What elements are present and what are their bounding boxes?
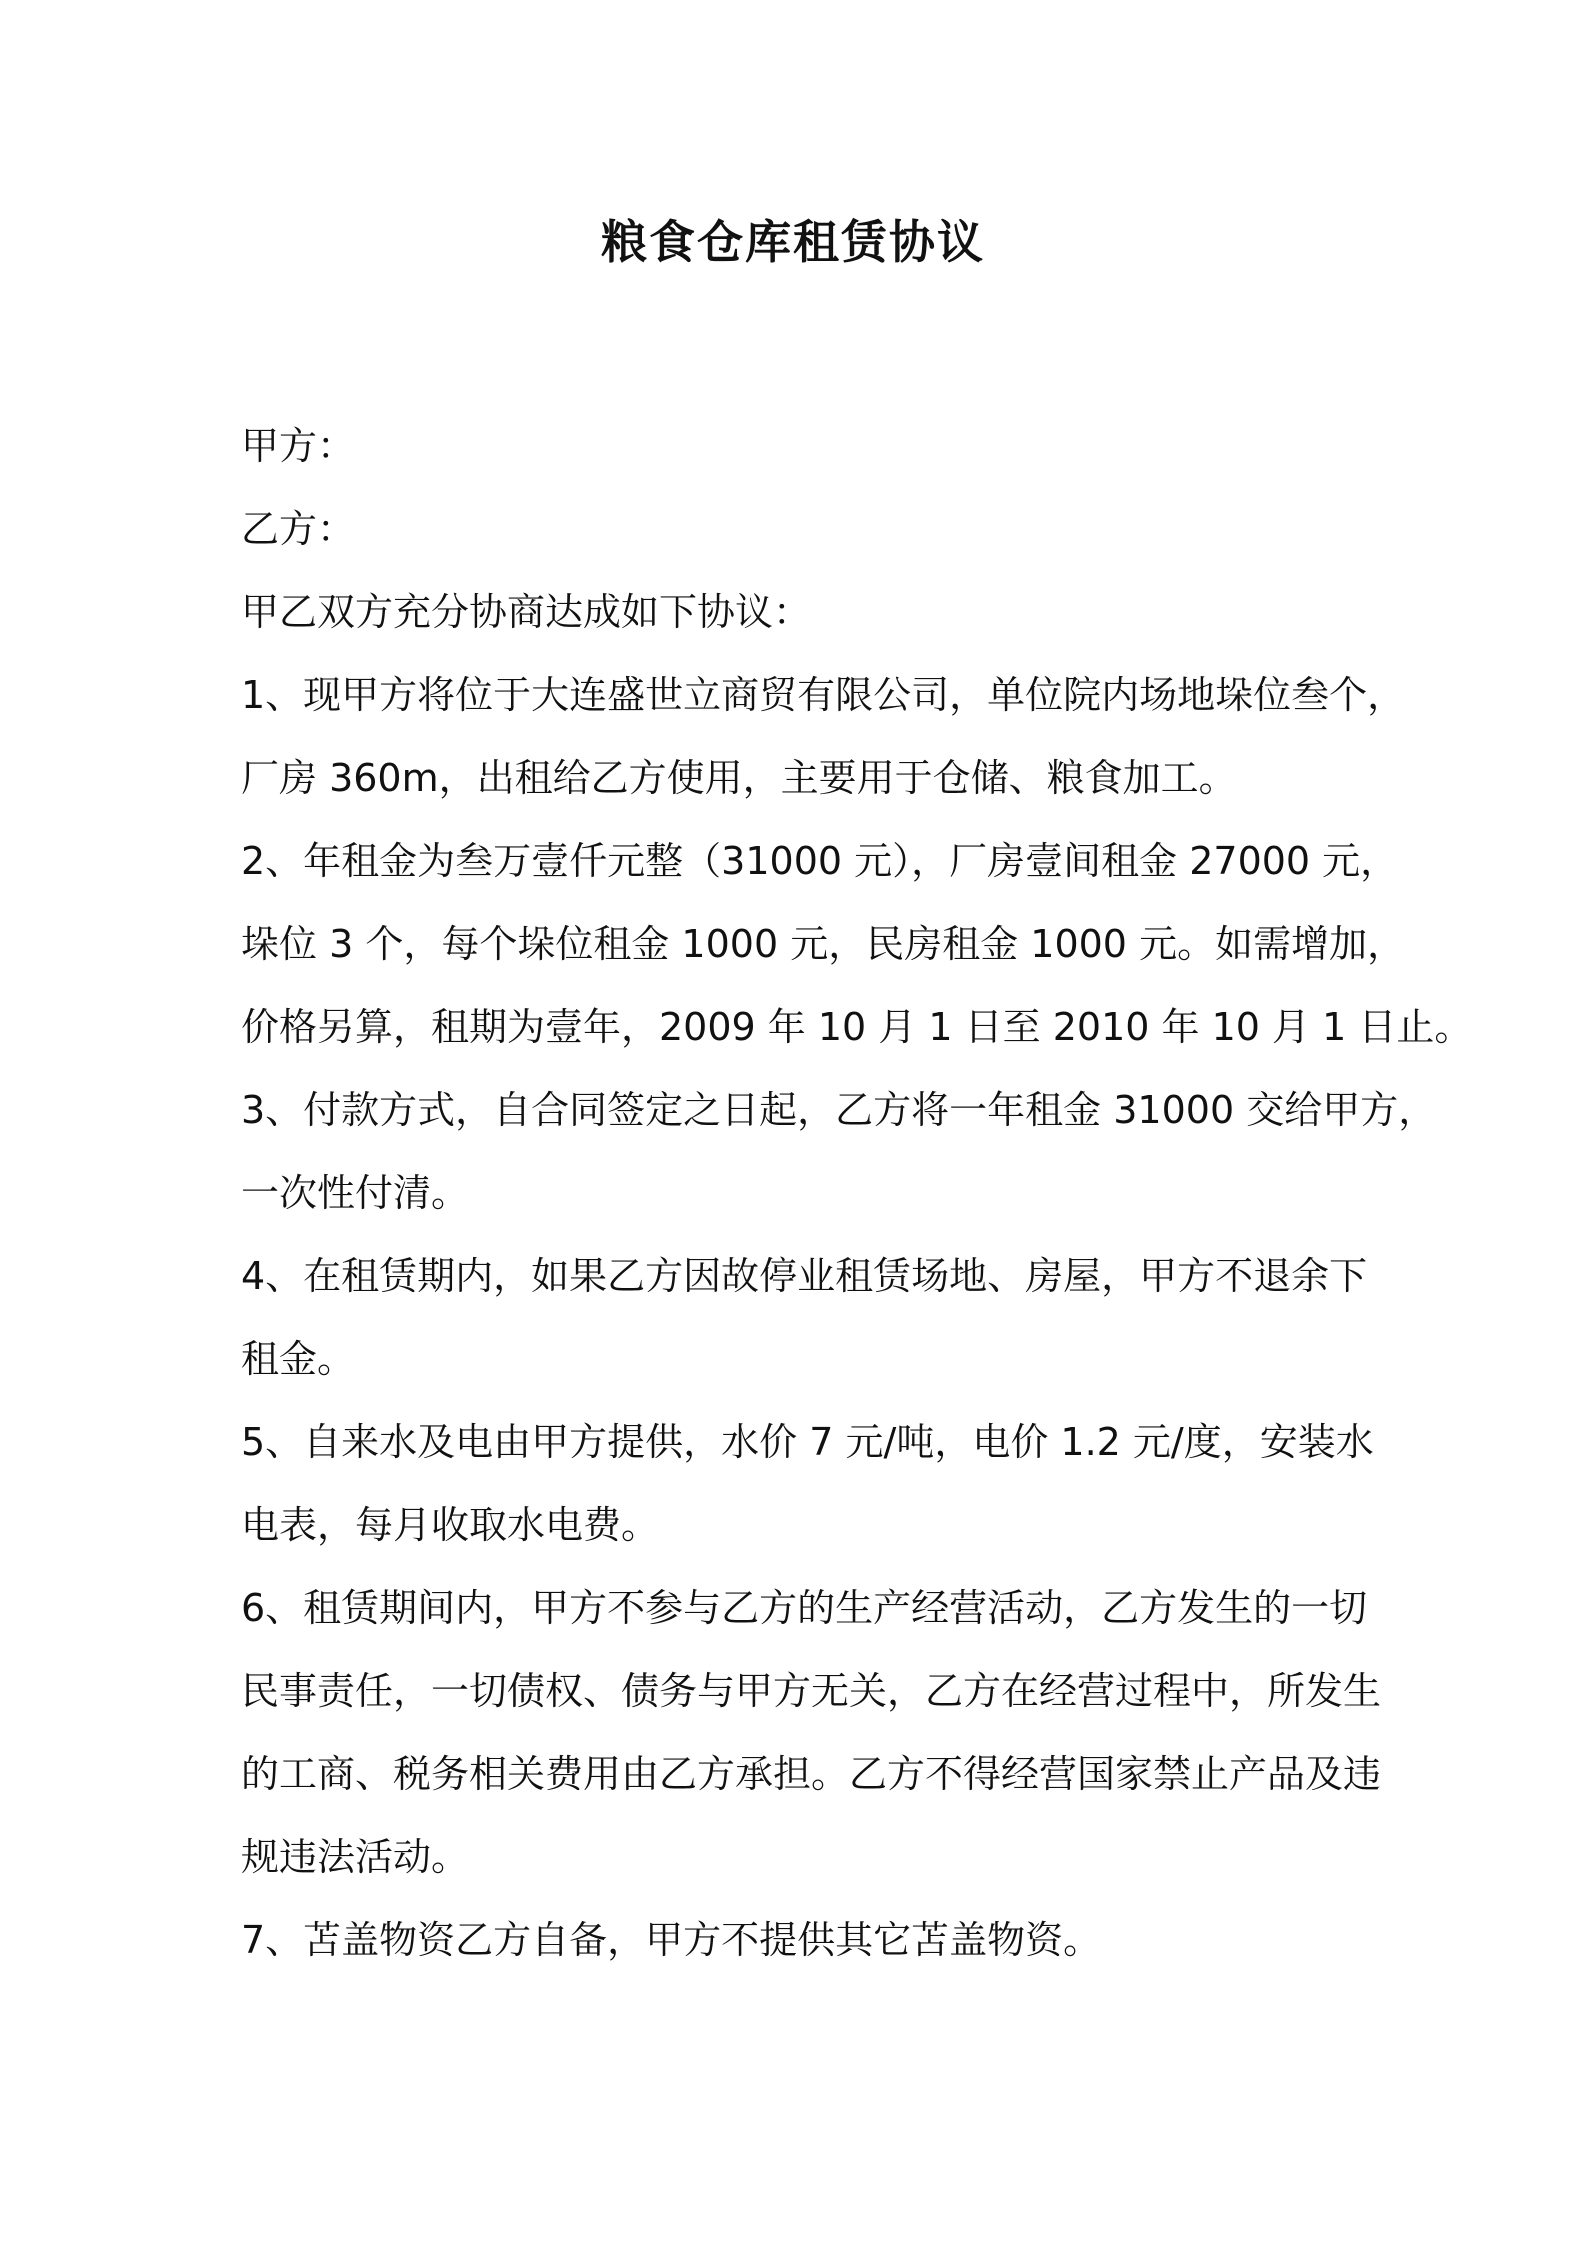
document-body [241, 405, 1473, 1982]
clause-5-line-1: 5、自来水及电由甲方提供，水价 7 元/吨，电价 1.2 元/度，安装水 [241, 1420, 1374, 1464]
clause-6-line-1: 6、租赁期间内，甲方不参与乙方的生产经营活动，乙方发生的一切 [241, 1586, 1368, 1630]
clause-1-line-2: 厂房 360m，出租给乙方使用，主要用于仓储、粮食加工。 [241, 756, 1237, 800]
clause-4-line-1: 4、在租赁期内，如果乙方因故停业租赁场地、房屋，甲方不退余下 [241, 1254, 1368, 1298]
clause-2-line-2: 垛位 3 个，每个垛位租金 1000 元，民房租金 1000 元。如需增加， [241, 922, 1406, 966]
clause-1-line-1: 1、现甲方将位于大连盛世立商贸有限公司，单位院内场地垛位叁个， [241, 673, 1406, 717]
clause-7-line-1: 7、苫盖物资乙方自备，甲方不提供其它苫盖物资。 [241, 1918, 1102, 1962]
clause-5-line-2: 电表，每月收取水电费。 [241, 1503, 660, 1547]
agreement-intro-line: 甲乙双方充分协商达成如下协议： [241, 590, 812, 634]
clause-2-line-1: 2、年租金为叁万壹仟元整（31000 元），厂房壹间租金 27000 元， [241, 839, 1399, 883]
clause-3-line-2: 一次性付清。 [241, 1171, 470, 1215]
clause-6-line-3: 的工商、税务相关费用由乙方承担。乙方不得经营国家禁止产品及违 [241, 1752, 1382, 1796]
clause-6-line-2: 民事责任，一切债权、债务与甲方无关，乙方在经营过程中，所发生 [241, 1669, 1382, 1713]
document-title: 粮食仓库租赁协议 [601, 215, 985, 269]
clause-4-line-2: 租金。 [241, 1337, 356, 1381]
party-b-line: 乙方： [241, 507, 356, 551]
clause-6-line-4: 规违法活动。 [241, 1835, 470, 1879]
party-a-line: 甲方： [241, 424, 356, 468]
clause-3-line-1: 3、付款方式，自合同签定之日起，乙方将一年租金 31000 交给甲方， [241, 1088, 1437, 1132]
clause-2-line-3: 价格另算，租期为壹年，2009 年 10 月 1 日至 2010 年 10 月 1 日止。 [241, 1005, 1473, 1049]
